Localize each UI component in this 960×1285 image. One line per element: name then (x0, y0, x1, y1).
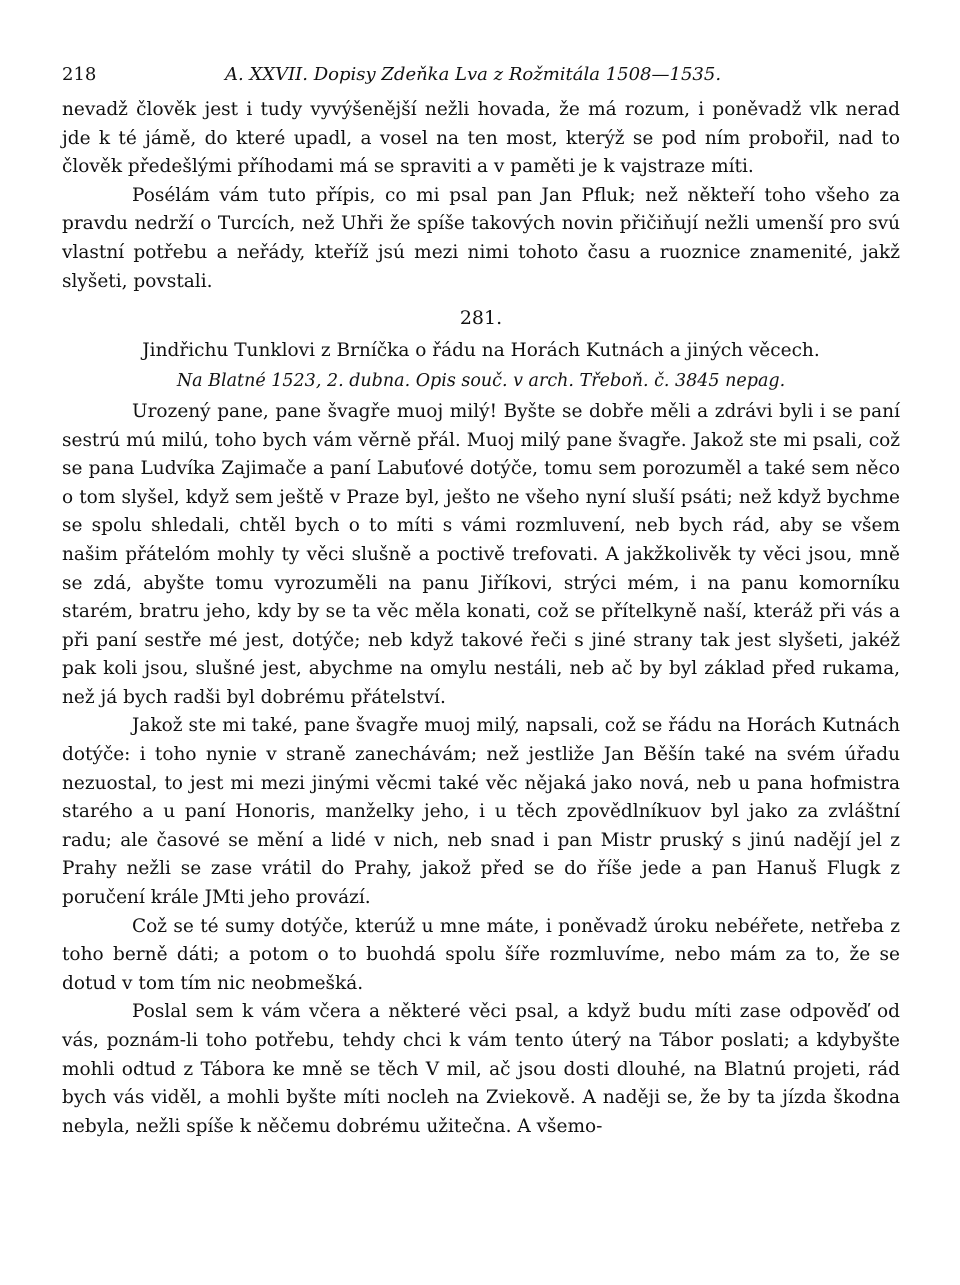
running-title: A. XXVII. Dopisy Zdeňka Lva z Rožmitála 1508—1535. (225, 64, 722, 85)
body-paragraph: Posélám vám tuto přípis, co mi psal pan Jan Pfluk; než někteří toho všeho za pravdu nedrží o Turcích, než Uhři že spíše takových novin přičiňují nežli umenší pro svú vlastní potřebu a neřády, kteříž jsú mezi nimi tohoto času a ruoznice znamenité, jakž slyšeti, povstali. (62, 184, 900, 292)
letter-source-note: Na Blatné 1523, 2. dubna. Opis souč. v arch. Třeboň. č. 3845 nepag. (176, 371, 786, 392)
running-header (62, 56, 900, 96)
letter-paragraph: Poslal sem k vám včera a některé věci psal, a když budu míti zase odpověď od vás, poznám-li toho potřebu, tehdy chci k vám tento úterý na Tábor poslati; a kdybyšte mohli odtud z Tábora ke mně se těch V mil, ač jsou dosti dlouhé, na Blatnú projeti, rád bych vás viděl, a mohli byšte míti nocleh na Zviekově. A naději se, že by ta jízda škodna nebyla, nežli spíše k něčemu dobrému užitečna. A všemo- (62, 1001, 900, 1137)
body-paragraph-continued: nevadž člověk jest i tudy vyvýšenější nežli hovada, že má rozum, i poněvadž vlk nerad jde k té jámě, do které upadl, a vosel na ten most, kterýž se pod ním probořil, nad to člověk předešlými příhodami má se spraviti a v paměti je k vajstraze míti. (62, 99, 900, 178)
document-page (62, 56, 900, 1141)
letter-title: Jindřichu Tunklovi z Brníčka o řádu na Horách Kutnách a jiných věcech. (142, 339, 820, 361)
letter-paragraph: Což se té sumy dotýče, kterúž u mne máte, i poněvadž úroku nebéřete, netřeba z toho berně dáti; a potom o to buohdá spolu šíře rozmluvíme, nebo mám za to, že se dotud v tom tím nic neobmešká. (62, 915, 900, 994)
letter-paragraph: Urozený pane, pane švagře muoj milý! Byšte se dobře měli a zdrávi byli i se paní sestrú mú milú, toho bych vám věrně přál. Muoj milý pane švagře. Jakož ste mi psali, což se pana Ludvíka Zajimače a paní Labuťové dotýče, tomu sem porozuměl a také sem něco o tom slyšel, když sem ještě v Praze byl, ješto ne všeho nyní sluší psáti; než když bychme se spolu shledali, chtěl bych o to míti s vámi rozmluvení, neb bych rád, aby se všem našim přátelóm mohly ty věci slušně a poctivě trefovati. A jakžkolivěk ty věci jsou, mně se zdá, abyšte tomu vyrozuměli na panu Jiříkovi, strýci mém, i na panu komorníku starém, bratru jeho, kdy by se ta věc měla konati, což se přítelkyně naší, kteráž při vás a při paní sestře mé jest, dotýče; neb když takové řeči s jiné strany tak jest slyšeti, jakéž pak koli jsou, slušné jest, abychme na omylu nestáli, neb ač by byl základ před rukama, než já bych radši byl dobrému přátelství. (62, 400, 900, 708)
letter-paragraph: Jakož ste mi také, pane švagře muoj milý, napsali, což se řádu na Horách Kutnách dotýče: i toho nynie v straně zanechávám; než jestliže Jan Běšín také na svém úřadu nezuostal, to jest mi mezi jinými věcmi také věc nějaká jako nová, neb u pana hofmistra starého a u paní Honoris, manželky jeho, i u těch zpovědlníkuov byl jako za zvláštní radu; ale časové se mění a lidé v nich, neb snad i pan Mistr pruský s jinú nadějí jel z Prahy nežli se zase vrátil do Prahy, jakož před se do říše jede a pan Hanuš Flugk z poručení krále JMti jeho provází. (62, 715, 900, 909)
page-number: 218 (62, 64, 97, 85)
letter-number: 281. (459, 307, 503, 330)
